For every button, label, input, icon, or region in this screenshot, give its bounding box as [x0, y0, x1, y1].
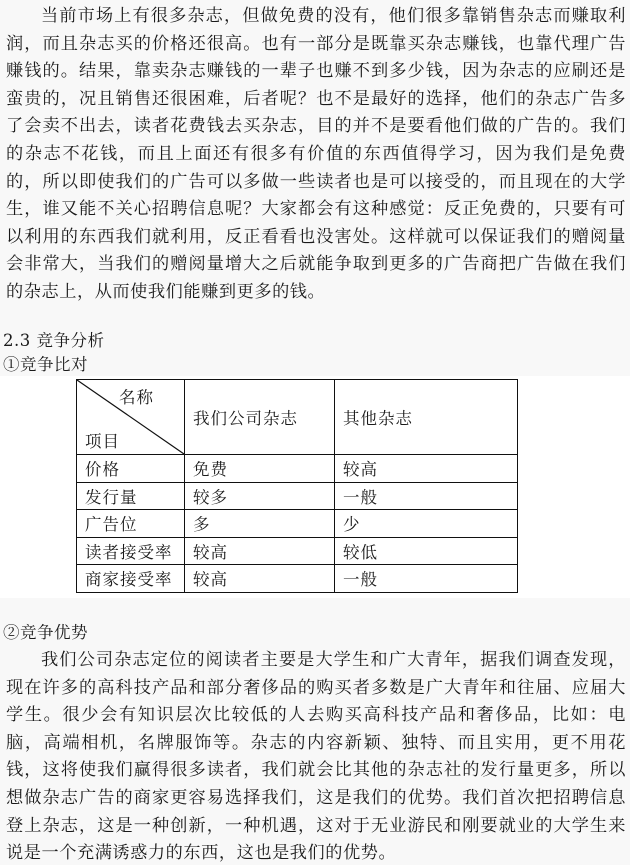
cell-ours: 免费	[185, 455, 335, 483]
table-row	[77, 455, 518, 483]
row-label: 商家接受率	[77, 565, 185, 593]
section-heading: 2.3 竞争分析	[3, 331, 105, 350]
cell-others: 一般	[335, 565, 518, 593]
cell-ours: 较高	[185, 565, 335, 593]
advantage-subheading: ②竞争优势	[3, 623, 88, 642]
cell-others: 较高	[335, 455, 518, 483]
column-header-others: 其他杂志	[335, 380, 518, 455]
cell-ours: 较多	[185, 482, 335, 510]
cell-ours: 多	[185, 510, 335, 538]
row-label: 价格	[77, 455, 185, 483]
column-dimension-label: 名称	[119, 388, 154, 407]
column-header-ours: 我们公司杂志	[185, 380, 335, 455]
cell-others: 一般	[335, 482, 518, 510]
intro-paragraph: 当前市场上有很多杂志，但做免费的没有，他们很多靠销售杂志而赚取利润，而且杂志买的价格还很高。也有一部分是既靠买杂志赚钱，也靠代理广告赚钱的。结果，靠卖杂志赚钱的一辈子也赚不到多少钱，因为杂志的应刷还是蛮贵的，况且销售还很困难，后者呢？也不是最好的选择，他们的杂志广告多了会卖不出去，读者花费钱去买杂志，目的并不是要看他们做的广告的。我们的杂志不花钱，而且上面还有很多有价值的东西值得学习，因为我们是免费的，所以即使我们的广告可以多做一些读者也是可以接受的，而且现在的大学生，谁又能不关心招聘信息呢？大家都会有这种感觉：反正免费的，只要有可以利用的东西我们就利用，反正看看也没害处。这样就可以保证我们的赠阅量会非常大，当我们的赠阅量增大之后就能争取到更多的广告商把广告做在我们的杂志上，从而使我们能赚到更多的钱。	[6, 6, 626, 302]
diagonal-header-cell	[77, 380, 185, 455]
advantage-paragraph: 我们公司杂志定位的阅读者主要是大学生和广大青年，据我们调查发现，现在许多的高科技产品和部分奢侈品的购买者多数是广大青年和往届、应届大学生。很少会有知识层次比较低的人去购买高科技产品和奢侈品，比如：电脑，高端相机，名牌服饰等。杂志的内容新颖、独特、而且实用，更不用花钱，这将使我们赢得很多读者，我们就会比其他的杂志社的发行量更多，所以想做杂志广告的商家更容易选择我们，这是我们的优势。我们首次把招聘信息登上杂志，这是一种创新，一种机遇，这对于无业游民和刚要就业的大学生来说是一个充满诱惑力的东西，这也是我们的优势。	[6, 650, 626, 864]
table-row	[77, 510, 518, 538]
row-label: 读者接受率	[77, 537, 185, 565]
comparison-subheading: ①竞争比对	[3, 355, 88, 374]
row-label: 广告位	[77, 510, 185, 538]
table-row	[77, 537, 518, 565]
row-label: 发行量	[77, 482, 185, 510]
cell-ours: 较高	[185, 537, 335, 565]
row-dimension-label: 项目	[85, 432, 120, 451]
table-row	[77, 482, 518, 510]
table-header-row	[77, 380, 518, 455]
table-row	[77, 565, 518, 593]
cell-others: 少	[335, 510, 518, 538]
comparison-table	[76, 379, 518, 593]
cell-others: 较低	[335, 537, 518, 565]
